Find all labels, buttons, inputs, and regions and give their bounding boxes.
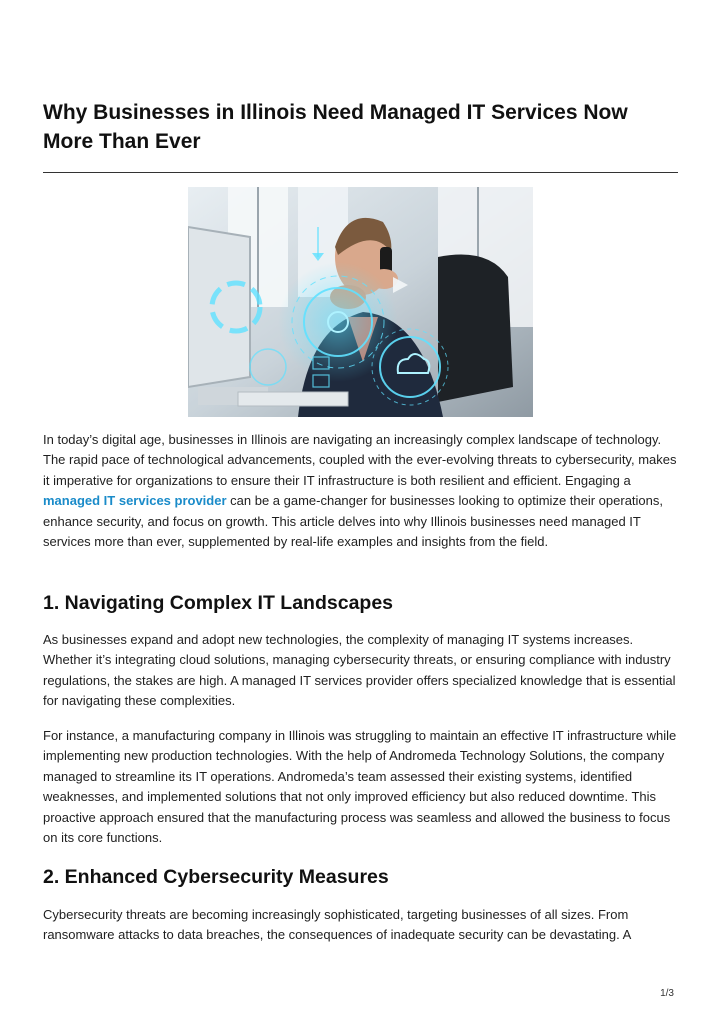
hero-photo-businessman-on-phone bbox=[188, 187, 533, 417]
page-indicator: 1/3 bbox=[660, 988, 674, 999]
section-1-paragraph-1: As businesses expand and adopt new technologies, the complexity of managing IT systems increases. Whether it’s integrating cloud solutions, managing cybersecurity threats, or ensuring compliance with industry regulations, the stakes are high. A managed IT services provider offers specialized knowledge that is essential for navigating these complexities. bbox=[43, 632, 676, 709]
section-heading-navigating: 1. Navigating Complex IT Landscapes bbox=[43, 592, 394, 614]
section-2-paragraph-1: Cybersecurity threats are becoming increasingly sophisticated, targeting businesses of all sizes. From ransomware attacks to data breaches, the consequences of inadequate security can be devastating. A bbox=[43, 907, 632, 943]
intro-text-after: can be a game-changer for businesses looking to optimize their operations, enhance security, and focus on growth. This article delves into why Illinois businesses need managed IT services more than ever, supplemented by real-life examples and insights from the field. bbox=[43, 493, 664, 550]
intro-text-before: In today’s digital age, businesses in Illinois are navigating an increasingly complex landscape of technology. The rapid pace of technological advancements, coupled with the ever-evolving threats to cybersecurity, makes it imperative for organizations to ensure their IT infrastructure is both resilient and efficient. Engaging a bbox=[43, 432, 677, 488]
managed-it-services-provider-link[interactable]: managed IT services provider bbox=[43, 493, 227, 509]
title-divider bbox=[43, 172, 678, 173]
intro-paragraph bbox=[43, 430, 683, 552]
section-heading-cybersecurity: 2. Enhanced Cybersecurity Measures bbox=[43, 866, 389, 888]
section-1-paragraph-2: For instance, a manufacturing company in Illinois was struggling to maintain an effective IT infrastructure while implementing new production technologies. With the help of Andromeda Technology Solutions, the company managed to streamline its IT operations. Andromeda’s team assessed their existing systems, identified weaknesses, and implemented solutions that not only improved efficiency but also reduced downtime. This proactive approach ensured that the manufacturing process was seamless and allowed the business to focus on its core functions. bbox=[43, 728, 677, 846]
article-title: Why Businesses in Illinois Need Managed IT Services Now More Than Ever bbox=[43, 101, 628, 153]
